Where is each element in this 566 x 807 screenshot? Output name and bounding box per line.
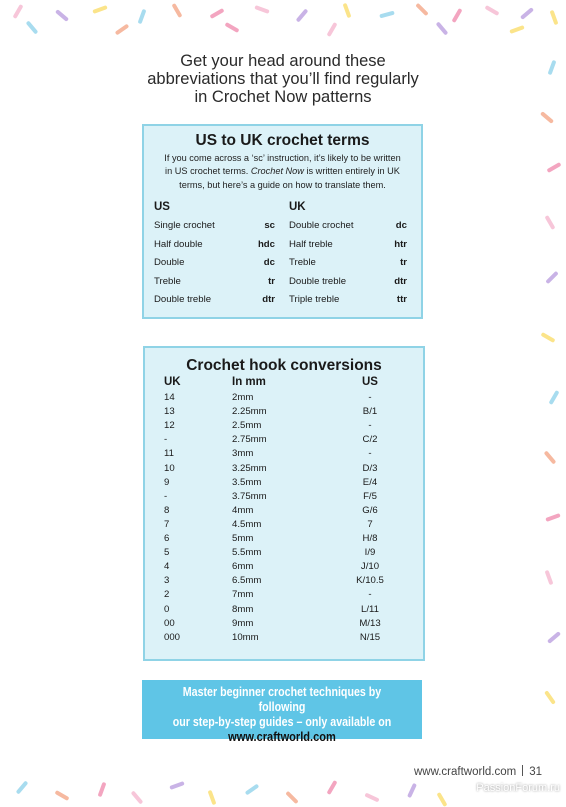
mm-size: 5mm xyxy=(232,533,254,544)
sprinkle-decoration xyxy=(407,783,417,798)
sprinkle-decoration xyxy=(172,3,183,18)
promo-url-link[interactable]: www.craftworld.com xyxy=(228,729,336,744)
mm-size: 9mm xyxy=(232,617,254,629)
us-size: M/13 xyxy=(359,617,381,629)
page-number: 31 xyxy=(529,766,542,778)
us-size: B/1 xyxy=(362,406,378,418)
us-size: L/11 xyxy=(361,603,379,615)
term-row xyxy=(144,276,421,290)
sprinkle-decoration xyxy=(548,60,557,75)
us-abbreviation: dtr xyxy=(262,294,275,306)
magazine-name: Crochet Now xyxy=(250,166,304,177)
term-row xyxy=(144,220,421,234)
us-uk-terms-box xyxy=(142,124,423,319)
us-size: H/8 xyxy=(362,533,378,544)
hook-row xyxy=(145,477,423,491)
terms-intro-text: If you come across a ‘sc’ instruction, it’s likely to be written xyxy=(164,153,401,163)
sprinkle-decoration xyxy=(138,9,147,24)
uk-size: 14 xyxy=(164,392,175,403)
uk-size: 4 xyxy=(164,561,170,573)
hook-row xyxy=(145,448,423,462)
sprinkle-decoration xyxy=(545,215,556,230)
uk-size: 3 xyxy=(164,575,170,587)
terms-intro-text: is written entirely in UK xyxy=(303,166,400,177)
uk-term: Double treble xyxy=(289,275,347,287)
footer-divider xyxy=(522,765,523,776)
us-size: - xyxy=(368,589,372,601)
us-size: - xyxy=(368,392,372,403)
sprinkle-decoration xyxy=(509,25,524,34)
sprinkle-decoration xyxy=(225,22,240,33)
terms-intro xyxy=(152,152,413,192)
column-header-uk: UK xyxy=(164,376,181,388)
sprinkle-decoration xyxy=(208,790,217,805)
us-size: K/10.5 xyxy=(356,575,384,587)
sprinkle-decoration xyxy=(364,793,379,803)
sprinkle-decoration xyxy=(55,790,70,801)
hook-row xyxy=(145,505,423,519)
uk-size: 10 xyxy=(164,462,175,474)
hook-row xyxy=(145,618,423,632)
sprinkle-decoration xyxy=(55,9,69,22)
sprinkle-decoration xyxy=(296,8,309,22)
sprinkle-decoration xyxy=(544,690,556,705)
us-term: Double treble xyxy=(154,294,212,306)
uk-size: - xyxy=(164,490,168,502)
us-size: 7 xyxy=(367,518,373,530)
sprinkle-decoration xyxy=(541,332,556,343)
uk-abbreviation: htr xyxy=(394,238,407,250)
sprinkle-decoration xyxy=(379,11,395,19)
hook-row xyxy=(145,463,423,477)
intro-line: Get your head around these xyxy=(180,52,386,70)
sprinkle-decoration xyxy=(131,790,144,804)
mm-size: 8mm xyxy=(232,603,254,615)
uk-abbreviation: dtr xyxy=(394,275,407,287)
column-header-us: US xyxy=(154,201,170,213)
uk-size: 13 xyxy=(164,406,175,418)
us-abbreviation: sc xyxy=(264,220,275,231)
mm-size: 2.25mm xyxy=(232,406,267,418)
sprinkle-decoration xyxy=(485,5,500,16)
hook-row xyxy=(145,434,423,448)
hook-title: Crochet hook conversions xyxy=(186,357,382,374)
mm-size: 2.75mm xyxy=(232,434,267,446)
hook-conversions-box xyxy=(143,346,425,661)
column-header-uk: UK xyxy=(289,201,306,213)
mm-size: 4.5mm xyxy=(232,518,262,530)
sprinkle-decoration xyxy=(98,782,107,797)
sprinkle-decoration xyxy=(545,570,554,585)
promo-line: our step-by-step guides – only available on xyxy=(172,714,392,729)
mm-size: 6.5mm xyxy=(232,575,262,587)
us-term: Double xyxy=(154,257,185,269)
uk-size: 000 xyxy=(164,631,181,643)
hook-row xyxy=(145,604,423,618)
uk-abbreviation: ttr xyxy=(396,294,407,306)
sprinkle-decoration xyxy=(343,3,352,18)
us-term: Half double xyxy=(154,238,203,250)
sprinkle-decoration xyxy=(549,390,560,405)
uk-size: 12 xyxy=(164,420,175,432)
mm-size: 3.5mm xyxy=(232,476,262,488)
page-footer xyxy=(414,765,542,778)
uk-size: 0 xyxy=(164,603,170,615)
sprinkle-decoration xyxy=(13,4,24,19)
hook-row xyxy=(145,533,423,547)
us-size: E/4 xyxy=(362,476,378,488)
intro-line: abbreviations that you’ll find regularly xyxy=(147,70,419,88)
sprinkle-decoration xyxy=(285,791,298,804)
us-size: G/6 xyxy=(362,504,378,516)
mm-size: 7mm xyxy=(232,589,254,601)
hook-row xyxy=(145,547,423,561)
us-size: F/5 xyxy=(363,490,377,502)
intro-line: in Crochet Now patterns xyxy=(194,88,372,106)
sprinkle-decoration xyxy=(540,111,554,124)
us-size: N/15 xyxy=(359,631,381,643)
sprinkle-decoration xyxy=(545,271,558,284)
terms-title: US to UK crochet terms xyxy=(195,132,370,149)
sprinkle-decoration xyxy=(327,780,338,795)
mm-size: 3.25mm xyxy=(232,462,267,474)
uk-size: 8 xyxy=(164,504,170,516)
uk-size: 9 xyxy=(164,476,170,488)
uk-size: 6 xyxy=(164,533,170,544)
sprinkle-decoration xyxy=(547,162,562,173)
mm-size: 5.5mm xyxy=(232,547,262,559)
us-size: D/3 xyxy=(362,462,378,474)
uk-term: Half treble xyxy=(289,238,333,250)
uk-abbreviation: dc xyxy=(395,220,407,231)
mm-size: 4mm xyxy=(232,504,254,516)
uk-size: 00 xyxy=(164,617,175,629)
sprinkle-decoration xyxy=(245,784,260,796)
hook-row xyxy=(145,420,423,434)
us-size: C/2 xyxy=(362,434,378,446)
column-header-us: US xyxy=(362,376,378,388)
sprinkle-decoration xyxy=(415,3,428,16)
us-size: I/9 xyxy=(364,547,376,559)
term-row xyxy=(144,294,421,308)
sprinkle-decoration xyxy=(436,21,449,35)
sprinkle-decoration xyxy=(169,781,184,790)
uk-size: 7 xyxy=(164,518,170,530)
hook-row xyxy=(145,575,423,589)
uk-term: Double crochet xyxy=(289,220,354,231)
sprinkle-decoration xyxy=(210,8,225,19)
sprinkle-decoration xyxy=(16,780,29,794)
us-size: - xyxy=(368,420,372,432)
hook-row xyxy=(145,632,423,646)
sprinkle-decoration xyxy=(254,5,269,14)
hook-row xyxy=(145,519,423,533)
uk-size: 11 xyxy=(164,448,174,460)
promo-banner[interactable] xyxy=(142,680,422,744)
hook-row xyxy=(145,561,423,575)
terms-intro-text: terms, but here’s a guide on how to translate them. xyxy=(179,179,386,190)
mm-size: 6mm xyxy=(232,561,254,573)
us-abbreviation: dc xyxy=(263,257,275,269)
us-term: Treble xyxy=(154,275,181,287)
hook-row xyxy=(145,589,423,603)
uk-size: 2 xyxy=(164,589,170,601)
us-abbreviation: tr xyxy=(268,275,275,287)
uk-term: Treble xyxy=(289,257,316,269)
hook-row xyxy=(145,406,423,420)
terms-intro-text: in US crochet terms. xyxy=(165,166,251,177)
term-row xyxy=(144,257,421,271)
intro-heading xyxy=(110,52,456,106)
uk-size: - xyxy=(164,434,168,446)
sprinkle-decoration xyxy=(547,631,561,644)
uk-term: Triple treble xyxy=(289,294,340,306)
term-row xyxy=(144,239,421,253)
uk-size: 5 xyxy=(164,547,170,559)
promo-line: Master beginner crochet techniques by following xyxy=(182,684,382,714)
mm-size: 10mm xyxy=(232,631,259,643)
sprinkle-decoration xyxy=(26,20,39,34)
uk-abbreviation: tr xyxy=(400,257,407,269)
footer-site-link[interactable]: www.craftworld.com xyxy=(413,766,517,778)
sprinkle-decoration xyxy=(327,22,338,37)
us-term: Single crochet xyxy=(154,220,215,231)
mm-size: 2.5mm xyxy=(232,420,262,432)
mm-size: 2mm xyxy=(232,392,254,403)
column-header-mm: In mm xyxy=(232,376,266,388)
sprinkle-decoration xyxy=(544,450,557,464)
us-size: - xyxy=(368,448,372,460)
sprinkle-decoration xyxy=(452,8,463,23)
us-size: J/10 xyxy=(360,561,380,573)
sprinkle-decoration xyxy=(520,7,534,20)
mm-size: 3mm xyxy=(232,448,254,460)
mm-size: 3.75mm xyxy=(232,490,267,502)
hook-row xyxy=(145,392,423,406)
sprinkle-decoration xyxy=(550,10,559,25)
us-abbreviation: hdc xyxy=(257,238,275,250)
sprinkle-decoration xyxy=(92,5,107,14)
watermark: PassionForum.ru xyxy=(476,782,560,794)
sprinkle-decoration xyxy=(115,24,130,36)
hook-row xyxy=(145,491,423,505)
sprinkle-decoration xyxy=(545,513,560,522)
